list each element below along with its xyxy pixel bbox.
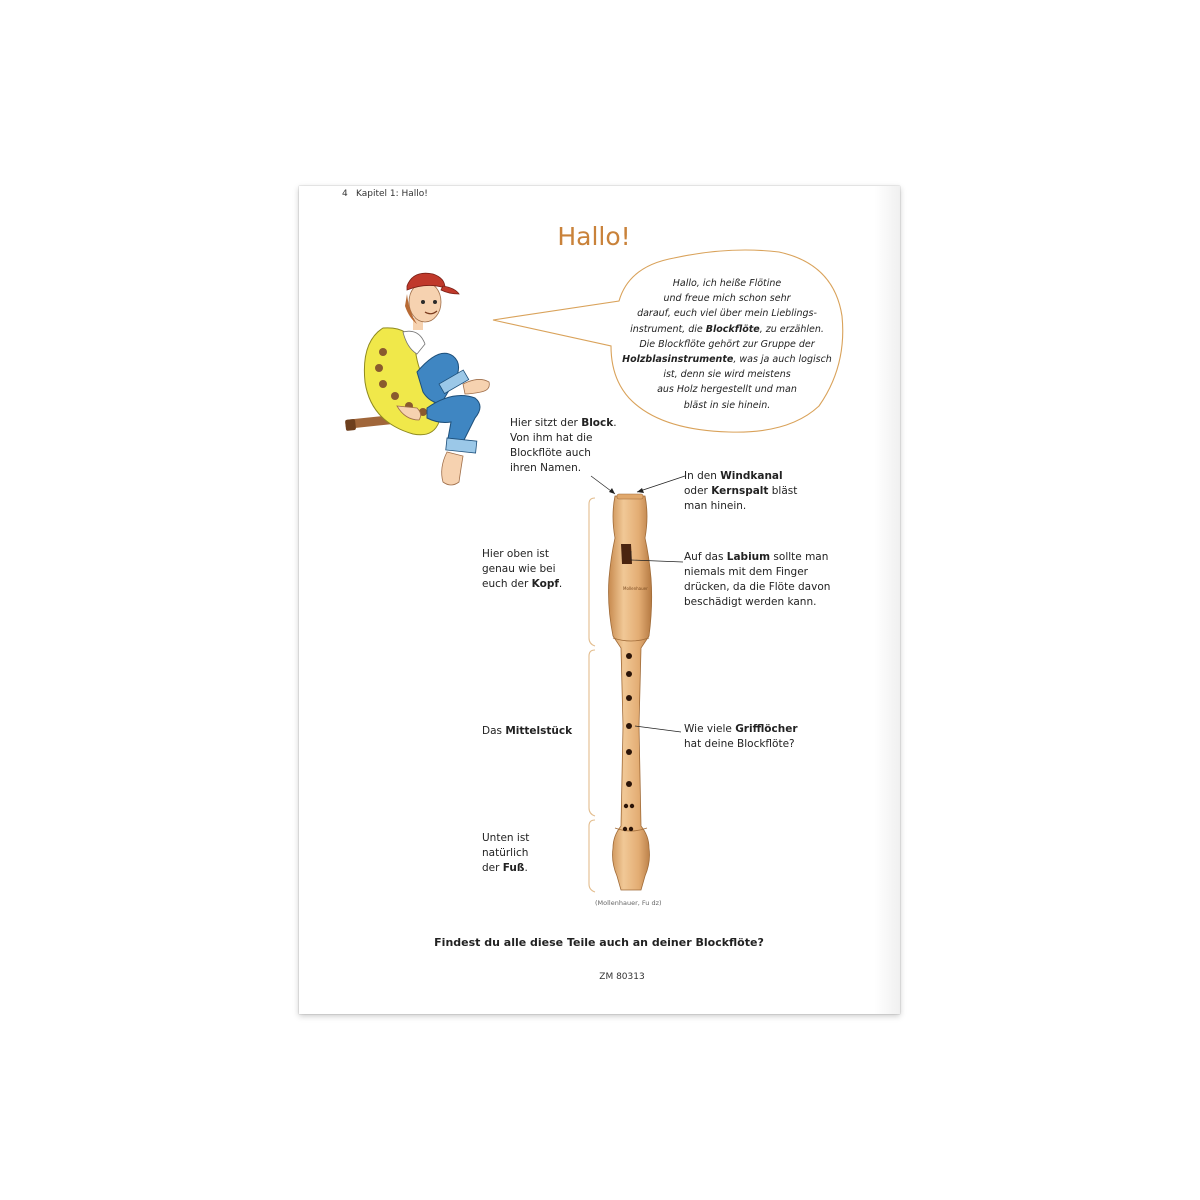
label-line: oder Kernspalt bläst [684,485,798,497]
image-credit: (Mollenhauer, Fu dz) [595,899,662,907]
label-line: Von ihm hat die [510,432,593,444]
finger-hole [630,804,634,808]
label-line: genau wie bei [482,563,556,575]
label-line: man hinein. [684,500,747,512]
label-line: Hier oben ist [482,548,549,560]
finger-hole [626,671,632,677]
bubble-line: bläst in sie hinein. [683,399,771,411]
label-line: Blockflöte auch [510,447,591,459]
label-fuss [482,831,529,876]
finger-hole [629,827,633,831]
book-page [299,186,900,1014]
label-line: Wie viele Grifflöcher [684,723,798,735]
finger-hole [626,653,632,659]
label-line: beschädigt werden kann. [684,596,817,608]
label-grifflocher [684,722,798,752]
bubble-line: darauf, euch viel über mein Lieblings- [637,308,817,320]
label-line: der Fuß. [482,862,528,874]
product-code: ZM 80313 [599,972,645,982]
finger-hole [626,695,632,701]
bubble-line: aus Holz hergestellt und man [657,384,797,396]
label-labium [684,550,830,610]
label-line: natürlich [482,847,529,859]
label-line: Das Mittelstück [482,725,573,737]
svg-text:Mollenhauer: Mollenhauer [623,586,648,591]
bracket-kopf [589,498,595,646]
label-mittelstueck [482,724,572,739]
finger-hole [626,781,632,787]
bubble-line: Hallo, ich heiße Flötine [672,278,782,289]
bracket-fuss [589,820,595,892]
page-title: Hallo! [557,222,631,251]
label-kopf [482,547,562,592]
leader-windkanal [637,476,685,492]
label-block [510,416,617,476]
label-line: euch der Kopf. [482,578,563,590]
finger-hole [624,804,628,808]
finger-hole [626,723,632,729]
closing-question: Findest du alle diese Teile auch an deiner Blockflöte? [434,936,764,949]
page-number: 4 [342,189,348,199]
bubble-line: instrument, die Blockflöte, zu erzählen. [630,323,824,335]
chapter-header: Kapitel 1: Hallo! [356,189,428,199]
label-line: In den Windkanal [684,470,783,482]
label-line: Unten ist [482,832,530,844]
bubble-line: ist, denn sie wird meistens [663,369,791,381]
label-line: Auf das Labium sollte man [684,551,829,563]
finger-hole [626,749,632,755]
label-windkanal [684,469,797,514]
labium-window [621,544,632,564]
bubble-line: und freue mich schon sehr [663,293,791,305]
label-line: drücken, da die Flöte davon [684,581,831,593]
leader-grifflocher [635,726,681,732]
label-line: Hier sitzt der Block. [510,417,617,429]
finger-hole [623,827,627,831]
bubble-line: Die Blockflöte gehört zur Gruppe der [639,338,815,350]
bracket-mittelstueck [589,650,595,816]
label-line: hat deine Blockflöte? [684,738,795,750]
label-line: niemals mit dem Finger [684,566,809,578]
label-line: ihren Namen. [510,462,582,474]
bubble-line: Holzblasinstrumente, was ja auch logisch [622,354,832,366]
